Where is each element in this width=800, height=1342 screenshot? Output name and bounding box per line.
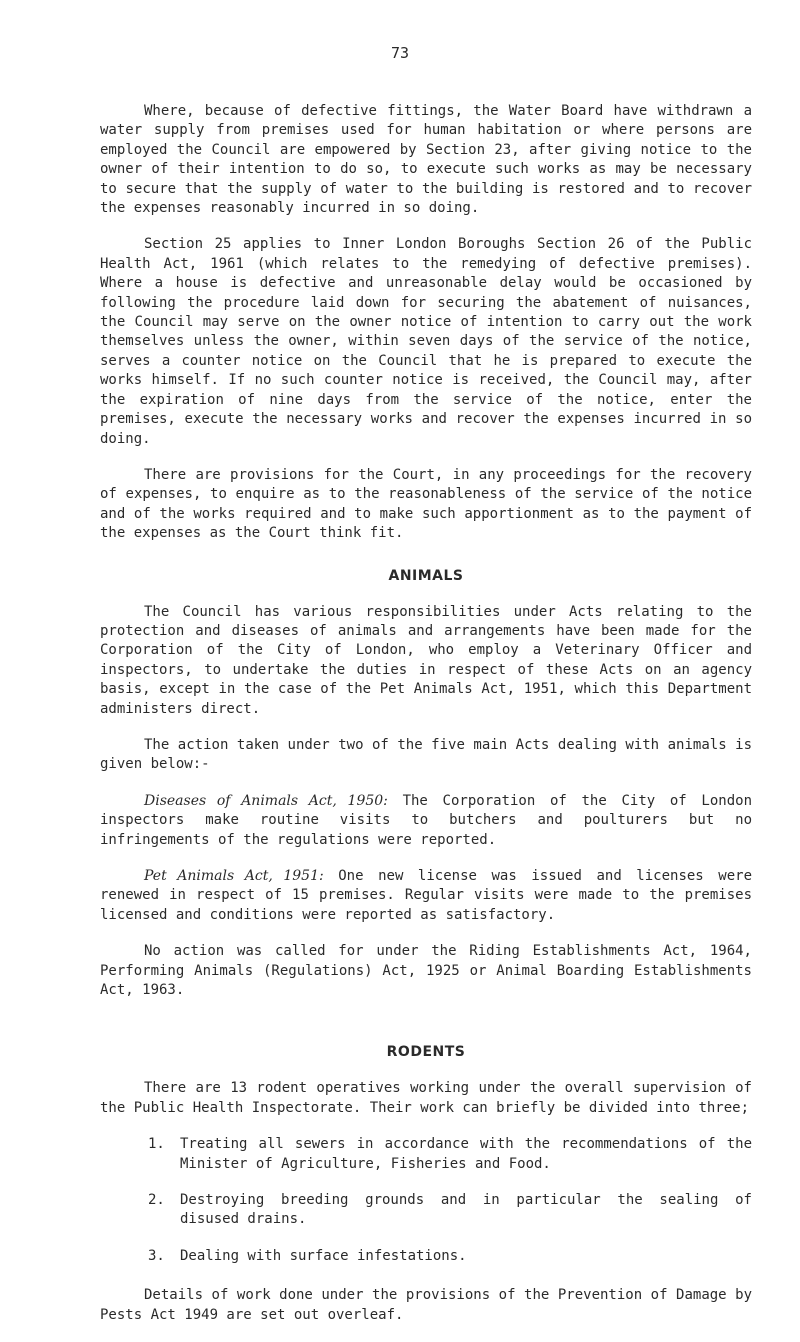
paragraph-rodent-details: Details of work done under the provisions of the Prevention of Damage by Pests Act 1949 are set out overleaf. (100, 1287, 752, 1323)
pet-animals-act-title: Pet Animals Act, 1951: (144, 868, 324, 884)
paragraph-court-provisions: There are provisions for the Court, in any proceedings for the recovery of expenses, to enquire as to the reasonableness of the service of the notice and of the works required and to make such apportionment as to the payment of the expenses as the Court think fit. (100, 466, 752, 542)
list-item (148, 1135, 752, 1174)
paragraph-pet-animals-act (100, 867, 752, 925)
rodent-work-list (148, 1135, 752, 1266)
page-number: 73 (390, 44, 410, 62)
diseases-act-text: The Corporation of the City of London inspectors make routine visits to butchers and poulturers but no infringements of the regulations were reported. (100, 792, 752, 848)
heading-rodents: RODENTS (386, 1044, 466, 1061)
document-body (100, 102, 752, 1342)
paragraph-rodents-intro: There are 13 rodent operatives working under the overall supervision of the Public Health Inspectorate. Their work can briefly be divided into three; (100, 1080, 752, 1116)
list-item (148, 1191, 752, 1230)
list-item-text: Destroying breeding grounds and in particular the sealing of disused drains. (180, 1192, 752, 1228)
list-item (148, 1247, 752, 1266)
list-item-number: 3. (148, 1247, 165, 1264)
paragraph-water-supply: Where, because of defective fittings, the Water Board have withdrawn a water supply from premises used for human habitation or where persons are employed the Council are empowered by Section 23, after giving notice to the owner of their intention to do so, to execute such works as may be necessary to secure that the supply of water to the building is restored and to recover the expenses reasonably incurred in so doing. (100, 103, 752, 217)
diseases-act-title: Diseases of Animals Act, 1950: (144, 792, 388, 809)
paragraph-diseases-act (100, 792, 752, 850)
list-item-number: 1. (148, 1136, 165, 1153)
paragraph-section-25: Section 25 applies to Inner London Boroughs Section 26 of the Public Health Act, 1961 (which relates to the remedying of defective premises). Where a house is defective and unreasonable delay would be occasioned by following the procedure laid down for securing the abatement of nuisances, the Council may serve on the owner notice of intention to carry out the work themselves unless the owner, within seven days of the service of the notice, serves a counter notice on the Council that he is prepared to execute the works himself. If no such counter notice is received, the Council may, after the expiration of nine days from the service of the notice, enter the premises, execute the necessary works and recover the expenses incurred in so doing. (100, 236, 752, 447)
paragraph-no-action: No action was called for under the Riding Establishments Act, 1964, Performing Animals (Regulations) Act, 1925 or Animal Boarding Establishments Act, 1963. (100, 943, 752, 999)
pet-animals-act-text: One new license was issued and licenses were renewed in respect of 15 premises. Regular visits were made to the premises licensed and conditions were reported as satisfactory. (100, 868, 752, 923)
heading-animals: ANIMALS (388, 567, 464, 584)
list-item-text: Treating all sewers in accordance with the recommendations of the Minister of Agriculture, Fisheries and Food. (180, 1136, 752, 1172)
list-item-number: 2. (148, 1192, 165, 1209)
list-item-text: Dealing with surface infestations. (180, 1247, 467, 1264)
paragraph-action-intro: The action taken under two of the five main Acts dealing with animals is given below:- (100, 736, 752, 773)
paragraph-animals-intro: The Council has various responsibilities under Acts relating to the protection and diseases of animals and arrangements have been made for the Corporation of the City of London, who employ a Veterinary Officer and inspectors, to undertake the duties in respect of these Acts on an agency basis, except in the case of the Pet Animals Act, 1951, which this Department administers direct. (100, 603, 752, 717)
